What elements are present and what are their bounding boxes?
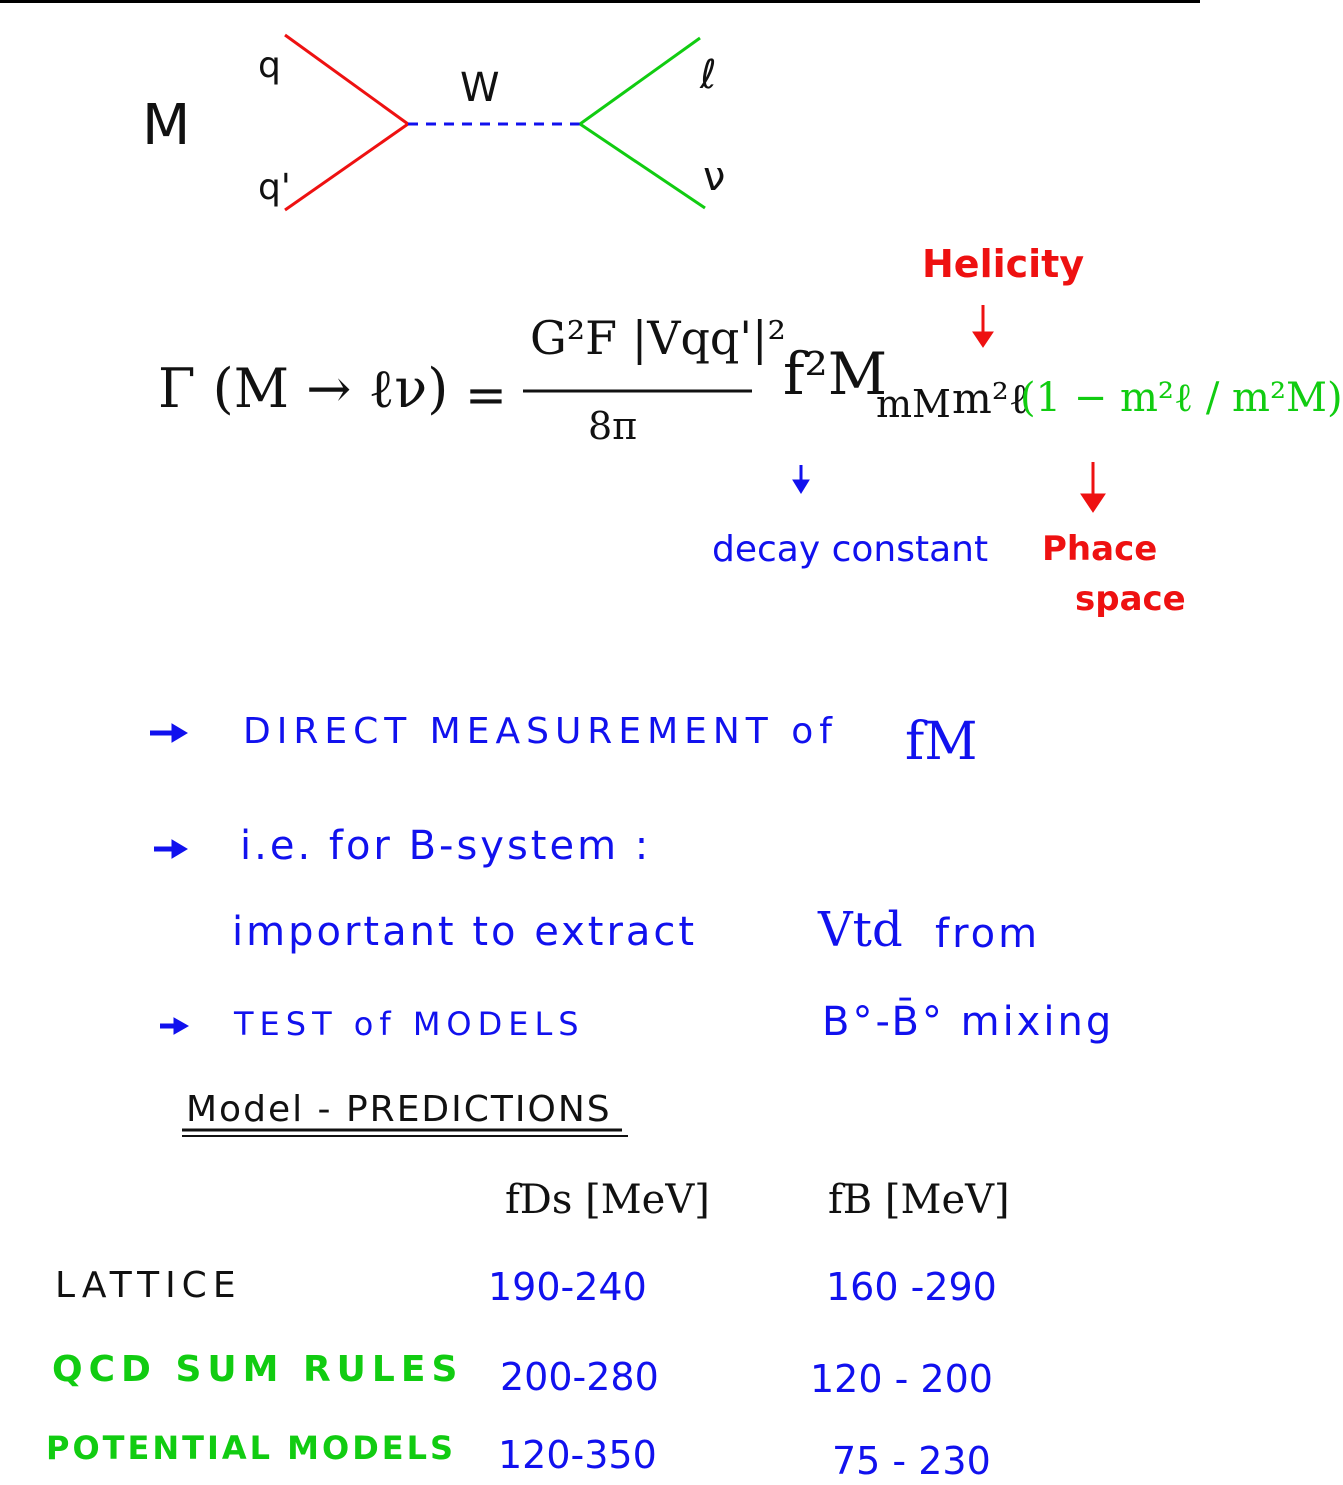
phase-space-annotation-line1: Phace (1042, 529, 1158, 569)
bullet-from: from (935, 911, 1041, 957)
phase-space-factor: (1 − m²ℓ / m²M) (1020, 375, 1343, 421)
table-header-fds: fDs [MeV] (505, 1177, 710, 1223)
table-row-fb: 75 - 230 (832, 1439, 991, 1483)
table-row-model: POTENTIAL MODELS (46, 1429, 457, 1467)
table-row-fds: 200-280 (500, 1355, 659, 1399)
w-boson-label: W (460, 65, 500, 111)
table-row-fds: 190-240 (488, 1265, 647, 1309)
neutrino-line (580, 124, 705, 208)
meson-label: M (142, 93, 191, 158)
quark-line-top (285, 35, 408, 124)
formula-denominator: 8π (588, 404, 638, 448)
bullet-test-models: TEST of MODELS (234, 1005, 585, 1043)
table-header-fb: fB [MeV] (828, 1177, 1010, 1223)
bullet-arrow-1 (150, 724, 187, 742)
lepton-label: ℓ (700, 52, 717, 98)
neutrino-label: ν (703, 154, 726, 200)
quark-bottom-label: q' (258, 167, 291, 208)
table-row-fds: 120-350 (498, 1433, 657, 1477)
table-title: Model - PREDICTIONS (186, 1089, 612, 1130)
formula-lhs: Γ (M → ℓν) (158, 357, 449, 420)
bullet-important-extract: important to extract (232, 909, 698, 955)
phase-space-annotation-line2: space (1075, 579, 1186, 619)
bullet-mixing: B°-B̄° mixing (822, 999, 1115, 1045)
table-row-fb: 160 -290 (826, 1265, 997, 1309)
table-row-model: QCD SUM RULES (52, 1349, 464, 1390)
helicity-annotation: Helicity (922, 242, 1085, 286)
quark-top-label: q (258, 45, 281, 86)
lepton-mass-squared: m²ℓ (952, 374, 1029, 423)
phase-space-arrow (1081, 462, 1105, 512)
bullet-b-system: i.e. for B-system : (240, 823, 652, 869)
helicity-arrow (973, 305, 993, 347)
table-row-model: LATTICE (55, 1265, 242, 1306)
decay-constant-arrow (793, 465, 809, 493)
quark-line-bottom (285, 124, 408, 210)
meson-mass: mM (876, 382, 951, 426)
table-row-fb: 120 - 200 (810, 1357, 993, 1401)
formula-equals: = (465, 366, 507, 424)
lepton-line (580, 38, 700, 124)
formula-numerator: G²F |Vqq'|² (530, 311, 786, 365)
bullet-arrow-3 (160, 1018, 188, 1034)
bullet-direct-measurement: DIRECT MEASUREMENT of (243, 711, 838, 752)
bullet-fm-symbol: fM (905, 712, 978, 772)
bullet-arrow-2 (154, 840, 187, 858)
decay-constant-symbol: f²M (783, 340, 888, 408)
bullet-vtd: Vtd (818, 902, 903, 958)
decay-constant-annotation: decay constant (712, 529, 989, 570)
